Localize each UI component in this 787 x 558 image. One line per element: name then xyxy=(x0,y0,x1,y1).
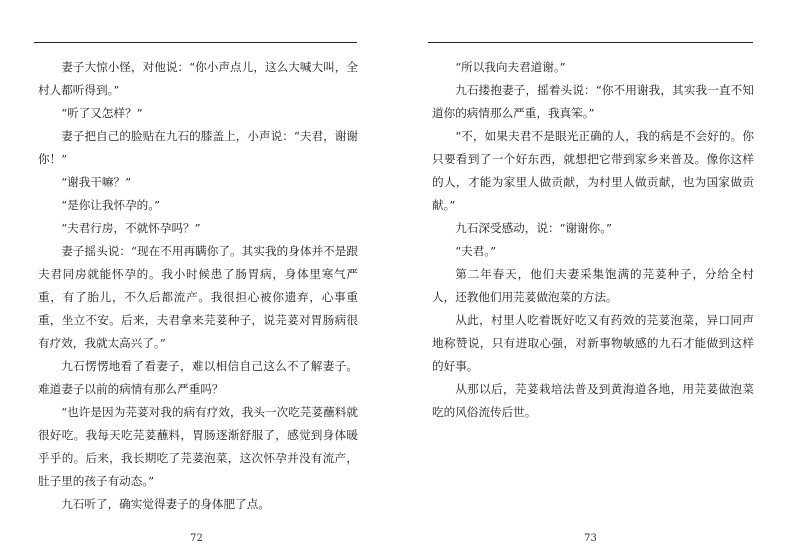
paragraph: “夫君行房，不就怀孕吗？” xyxy=(61,221,201,235)
page-number: 72 xyxy=(190,533,203,544)
paragraph: 从此，村里人吃着既好吃又有药效的芫荽泡菜，异口同声地称赞说，只有进取心强，对新事物敏感的九石才能做到这样的好事。 xyxy=(432,313,754,373)
header-rule xyxy=(428,42,753,43)
left-page xyxy=(0,0,393,558)
paragraph: 第二年春天，他们夫妻采集饱满的芫荽种子，分给全村人，还教他们用芫荽做泡菜的方法。 xyxy=(432,267,754,304)
paragraph: “不，如果夫君不是眼光正确的人，我的病是不会好的。你只要看到了一个好东西，就想把它带到家乡来普及。像你这样的人，才能为家里人做贡献，为村里人做贡献，也为国家做贡献。” xyxy=(432,129,754,212)
page-body xyxy=(432,56,754,424)
paragraph: “也许是因为芫荽对我的病有疗效，我头一次吃芫荽蘸料就很好吃。我每天吃芫荽蘸料，胃肠逐渐舒服了，感觉到身体暖乎乎的。后来，我长期吃了芫荽泡菜，这次怀孕并没有流产，肚子里的孩子有动态。” xyxy=(38,405,358,488)
paragraph: “夫君。” xyxy=(455,244,497,258)
page-body xyxy=(38,56,358,516)
paragraph: “是你让我怀孕的。” xyxy=(61,198,160,212)
paragraph: “谢我干嘛？” xyxy=(61,175,132,189)
paragraph: 妻子摇头说：“现在不用再瞒你了。其实我的身体并不是跟夫君同房就能怀孕的。我小时候患了肠胃病，身体里寒气严重，有了胎儿，不久后都流产。我很担心被你遗弃，心事重重，坐立不安。后来，夫君拿来芫荽种子，说芫荽对胃肠病很有疗效，我就太高兴了。” xyxy=(38,244,358,350)
paragraph: 九石愣愣地看了看妻子，难以相信自己这么不了解妻子。难道妻子以前的病情有那么严重吗？ xyxy=(38,359,358,396)
paragraph: “听了又怎样？” xyxy=(61,106,143,120)
right-page xyxy=(394,0,787,558)
paragraph: 九石深受感动，说：“谢谢你。” xyxy=(455,221,612,235)
paragraph: 从那以后，芫荽栽培法普及到黄海道各地，用芫荽做泡菜吃的风俗流传后世。 xyxy=(432,382,754,419)
paragraph: 妻子把自己的脸贴在九石的膝盖上，小声说：“夫君，谢谢你！” xyxy=(38,129,358,166)
page-number: 73 xyxy=(584,533,597,544)
paragraph: 九石搂抱妻子，摇着头说：“你不用谢我，其实我一直不知道你的病情那么严重，我真笨。” xyxy=(432,83,754,120)
paragraph: 妻子大惊小怪，对他说：“你小声点儿，这么大喊大叫，全村人都听得到。” xyxy=(38,60,358,97)
paragraph: 九石听了，确实觉得妻子的身体肥了点。 xyxy=(61,497,270,511)
paragraph: “所以我向夫君道谢。” xyxy=(455,60,566,74)
header-rule xyxy=(34,42,357,43)
